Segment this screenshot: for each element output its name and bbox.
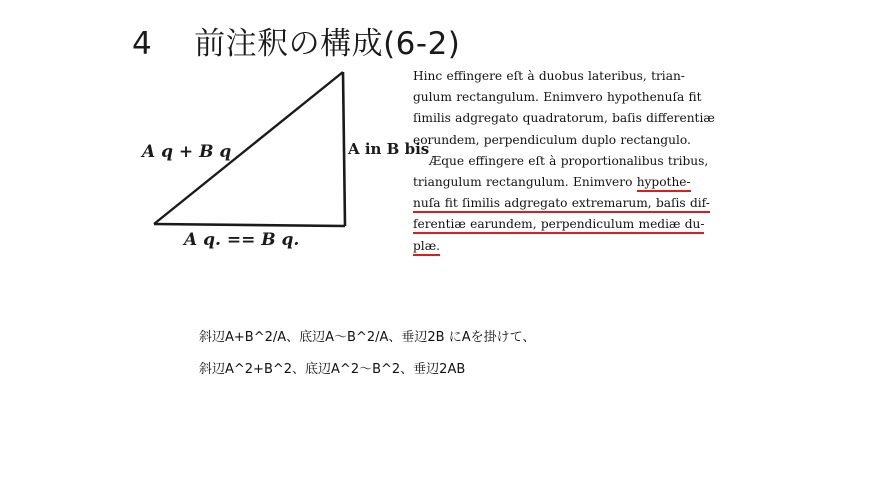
latin-line: eorundem, perpendiculum duplo rectangulo. [413, 132, 691, 147]
base-line [154, 224, 345, 226]
latin-line: gulum rectangulum. Enimvero hypothenuſa fit [413, 90, 702, 105]
perpendicular-line [343, 72, 345, 226]
slide-title: 4 前注釈の構成(6-2) [132, 26, 461, 62]
latin-line [413, 236, 763, 257]
latin-line [413, 172, 763, 193]
underlined-phrase: hypothe- [637, 175, 691, 192]
base-label: A q. == B q. [184, 230, 300, 250]
note-line-2: 斜辺A^2+B^2、底辺A^2～B^2、垂辺2AB [199, 362, 466, 377]
underlined-phrase: plæ. [413, 239, 440, 256]
latin-line: Hinc effingere eſt à duobus lateribus, trian- [413, 69, 685, 83]
hypotenuse-label: A q + B q [142, 142, 232, 162]
latin-line-text: triangulum rectangulum. Enimvero [413, 175, 637, 190]
underlined-phrase: ferentiæ earundem, perpendiculum mediæ du- [413, 217, 704, 234]
latin-line: ſimilis adgregato quadratorum, baſis differentiæ [413, 111, 715, 126]
latin-line [413, 193, 763, 214]
perpendicular-label: A in B bis [348, 140, 430, 158]
note-line-1: 斜辺A+B^2/A、底辺A～B^2/A、垂辺2B にAを掛けて、 [199, 330, 536, 345]
underlined-phrase: nuſa fit ſimilis adgregato extremarum, baſis dif- [413, 196, 710, 213]
latin-text-block [413, 66, 763, 257]
latin-line [413, 214, 763, 235]
latin-line: Æque effingere eſt à proportionalibus tribus, [429, 153, 709, 168]
